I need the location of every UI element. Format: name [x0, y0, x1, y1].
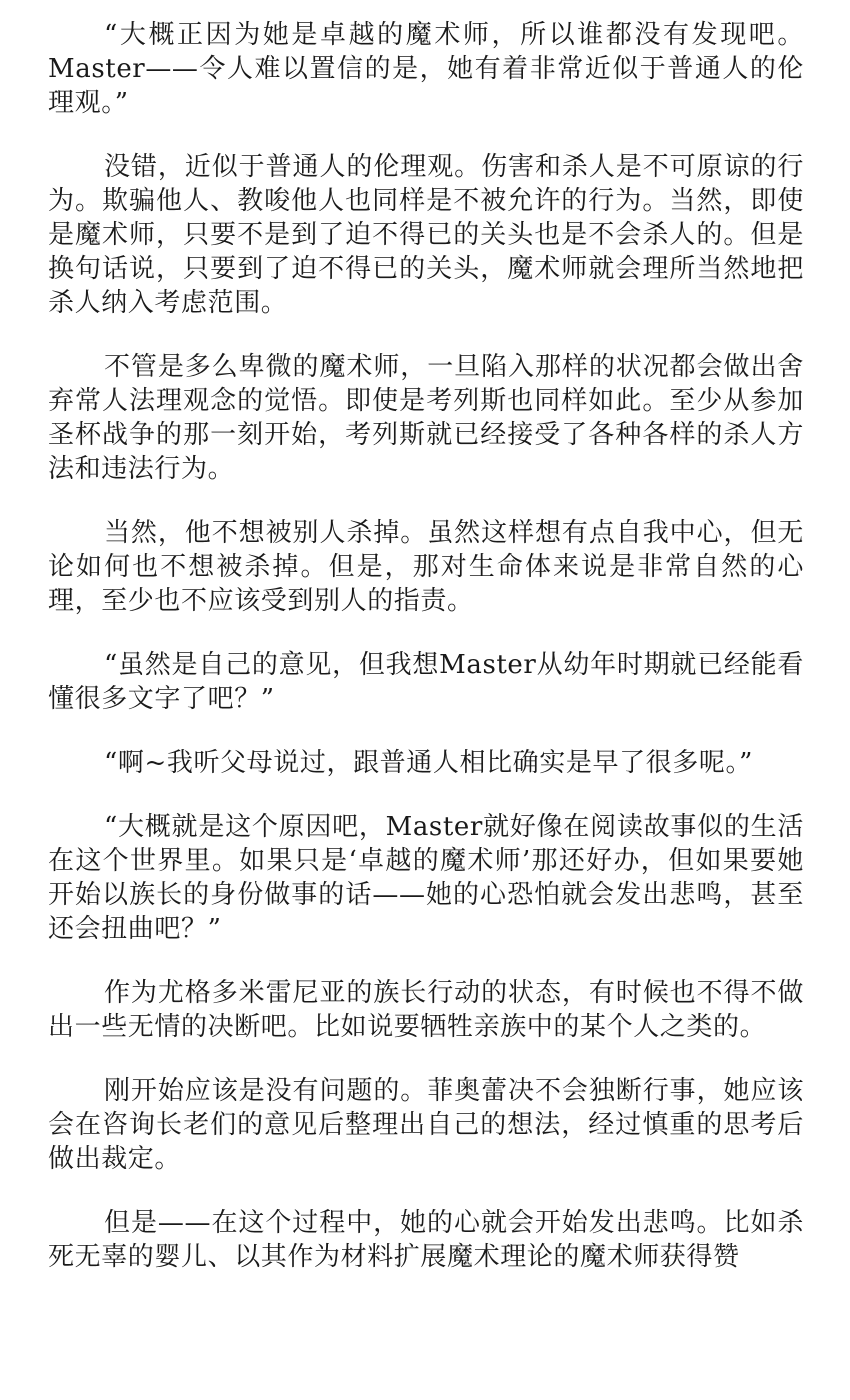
paragraph-3: 不管是多么卑微的魔术师，一旦陷入那样的状况都会做出舍弃常人法理观念的觉悟。即使是考列斯也同样如此。至少从参加圣杯战争的那一刻开始，考列斯就已经接受了各种各样的杀人方法和违法行为。 [48, 352, 804, 484]
paragraph-7: “大概就是这个原因吧，Master就好像在阅读故事似的生活在这个世界里。如果只是‘卓越的魔术师’那还好办，但如果要她开始以族长的身份做事的话——她的心恐怕就会发出悲鸣，甚至还会扭曲吧？” [48, 812, 804, 944]
paragraph-10: 但是——在这个过程中，她的心就会开始发出悲鸣。比如杀死无辜的婴儿、以其作为材料扩展魔术理论的魔术师获得赞 [48, 1208, 804, 1272]
paragraph-6: “啊~我听父母说过，跟普通人相比确实是早了很多呢。” [104, 748, 753, 778]
document-page [48, 18, 804, 1304]
paragraph-9: 刚开始应该是没有问题的。菲奥蕾决不会独断行事，她应该会在咨询长老们的意见后整理出自己的想法，经过慎重的思考后做出裁定。 [48, 1076, 804, 1174]
paragraph-2: 没错，近似于普通人的伦理观。伤害和杀人是不可原谅的行为。欺骗他人、教唆他人也同样是不被允许的行为。当然，即使是魔术师，只要不是到了迫不得已的关头也是不会杀人的。但是换句话说，只要到了迫不得已的关头，魔术师就会理所当然地把杀人纳入考虑范围。 [48, 152, 804, 318]
paragraph-8: 作为尤格多米雷尼亚的族长行动的状态，有时候也不得不做出一些无情的决断吧。比如说要牺牲亲族中的某个人之类的。 [48, 978, 804, 1042]
paragraph-5: “虽然是自己的意见，但我想Master从幼年时期就已经能看懂很多文字了吧？” [48, 650, 804, 714]
paragraph-1: “大概正因为她是卓越的魔术师，所以谁都没有发现吧。Master——令人难以置信的是，她有着非常近似于普通人的伦理观。” [48, 20, 804, 118]
paragraph-4: 当然，他不想被别人杀掉。虽然这样想有点自我中心，但无论如何也不想被杀掉。但是，那对生命体来说是非常自然的心理，至少也不应该受到别人的指责。 [48, 518, 804, 616]
